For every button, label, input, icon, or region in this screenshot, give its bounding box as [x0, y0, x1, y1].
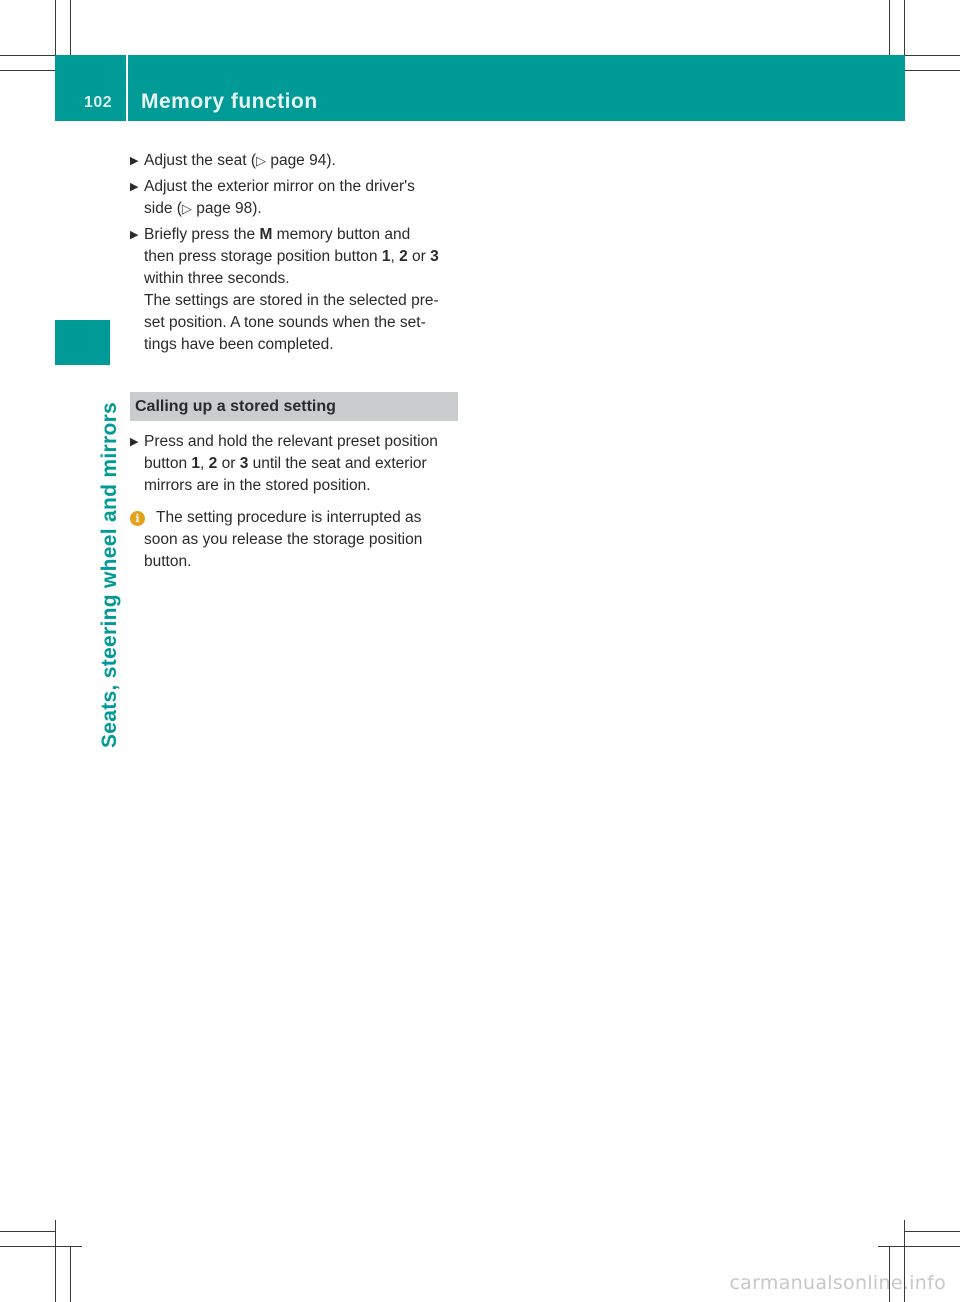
- page-reference-icon: ▷: [256, 153, 267, 168]
- step-line: Adjust the seat (▷ page 94).: [144, 152, 336, 169]
- step-line: mirrors are in the stored position.: [144, 477, 371, 494]
- main-content: [130, 150, 460, 573]
- section-heading: Calling up a stored setting: [130, 392, 458, 421]
- info-line: button.: [144, 553, 192, 570]
- crop-mark: [889, 0, 890, 55]
- button-reference: 1: [191, 455, 201, 472]
- header-divider: [126, 55, 128, 121]
- button-reference: 3: [239, 455, 249, 472]
- instruction-step: [130, 431, 460, 497]
- info-note: [130, 507, 460, 573]
- instruction-step: [130, 150, 460, 172]
- instruction-step: [130, 224, 460, 356]
- recall-steps: [130, 431, 460, 497]
- step-line: Adjust the exterior mirror on the driver's: [144, 178, 415, 195]
- watermark: carmanualsonline.info: [729, 1272, 946, 1294]
- instruction-step: [130, 176, 460, 220]
- button-reference: M: [259, 226, 273, 243]
- step-line: side (▷ page 98).: [144, 200, 262, 217]
- crop-mark: [55, 1220, 56, 1302]
- button-reference: 2: [208, 455, 218, 472]
- button-reference: 1: [381, 248, 391, 265]
- page-number: 102: [84, 94, 113, 111]
- step-arrow-icon: ▶: [130, 181, 139, 193]
- section-title: Memory function: [141, 90, 318, 113]
- crop-mark: [878, 1246, 960, 1247]
- chapter-label: Seats, steering wheel and mirrors: [98, 401, 121, 748]
- step-line: Press and hold the relevant preset position: [144, 433, 438, 450]
- step-arrow-icon: ▶: [130, 155, 139, 167]
- crop-mark: [70, 0, 71, 55]
- crop-mark: [905, 70, 960, 71]
- crop-mark: [0, 1246, 82, 1247]
- step-line: tings have been completed.: [144, 336, 334, 353]
- crop-mark: [0, 1231, 55, 1232]
- crop-mark: [0, 70, 55, 71]
- info-line: The setting procedure is interrupted as: [156, 509, 422, 526]
- chapter-tab: [55, 320, 110, 365]
- step-line: set position. A tone sounds when the set-: [144, 314, 426, 331]
- step-line: then press storage position button 1, 2 or 3: [144, 248, 439, 265]
- step-line: button 1, 2 or 3 until the seat and exterior: [144, 455, 427, 472]
- crop-mark: [70, 1246, 71, 1302]
- step-line: The settings are stored in the selected pre-: [144, 292, 439, 309]
- step-line: within three seconds.: [144, 270, 290, 287]
- step-arrow-icon: ▶: [130, 229, 139, 241]
- store-steps: [130, 150, 460, 356]
- button-reference: 3: [430, 248, 439, 265]
- page-reference-icon: ▷: [181, 201, 192, 216]
- crop-mark: [905, 1231, 960, 1232]
- step-arrow-icon: ▶: [130, 436, 139, 448]
- info-icon: i: [130, 511, 145, 526]
- step-line: Briefly press the M memory button and: [144, 226, 411, 243]
- button-reference: 2: [399, 248, 408, 265]
- info-line: soon as you release the storage position: [144, 531, 423, 548]
